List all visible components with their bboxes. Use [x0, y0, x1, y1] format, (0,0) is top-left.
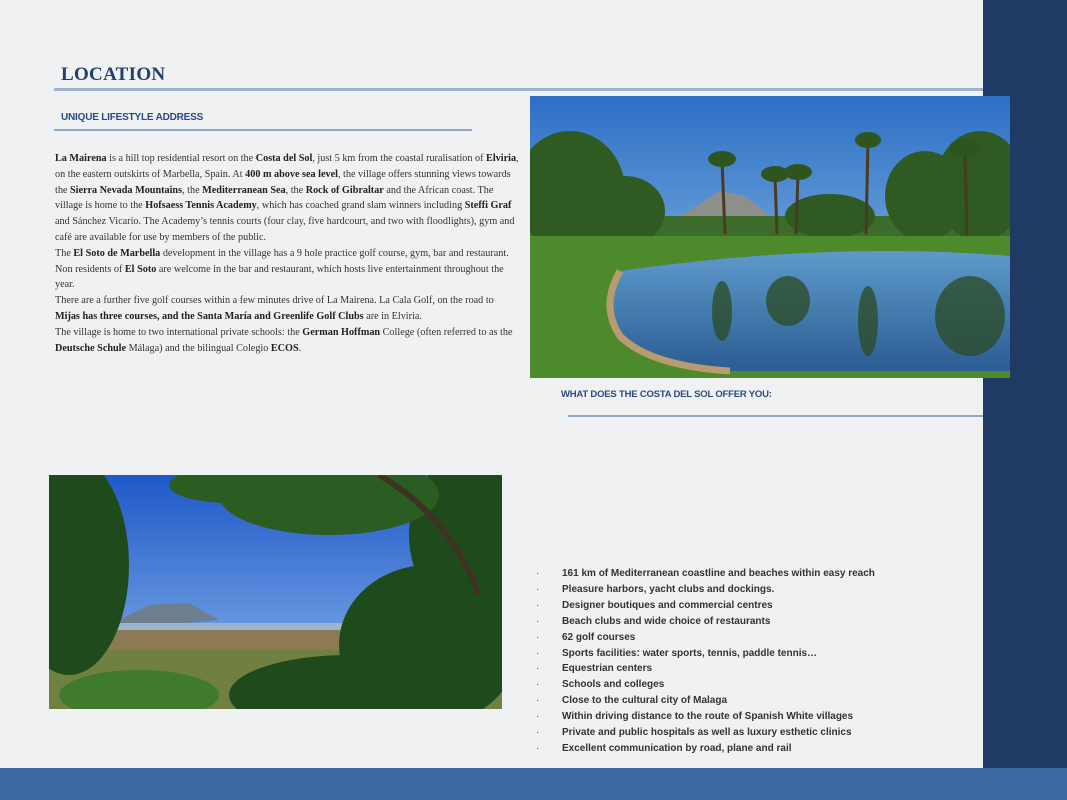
offer-item [536, 646, 976, 662]
offer-item-label: Excellent communication by road, plane and rail [562, 742, 792, 754]
text-run: Málaga) and the bilingual Colegio [126, 342, 271, 354]
golf-lake-photo [530, 96, 1010, 378]
offer-item-label: Within driving distance to the route of Spanish White villages [562, 711, 854, 723]
text-run: , just 5 km from the coastal ruralisation of [312, 153, 487, 164]
bold-text: El Soto [124, 263, 157, 275]
bullet-icon: · [536, 647, 540, 659]
offer-item-label: Designer boutiques and commercial centres [562, 599, 773, 611]
valley-view-photo [49, 475, 502, 709]
text-run: are welcome in the bar and restaurant, which hosts live entertainment throughout the year. [55, 263, 504, 291]
bold-text: Steffi Graf [464, 200, 512, 212]
offer-item-label: Beach clubs and wide choice of restaurants [562, 615, 771, 627]
bullet-icon: · [536, 695, 540, 707]
paragraph-schools [55, 325, 520, 357]
paragraph-el-soto [55, 246, 520, 293]
offer-item-label: Schools and colleges [562, 679, 665, 691]
bullet-icon: · [536, 663, 540, 675]
subtitle-divider [54, 129, 472, 131]
bold-text: Elviria [486, 153, 517, 164]
offer-item [536, 582, 976, 598]
bold-text: Costa del Sol [255, 153, 313, 164]
bold-text: Rock of Gibraltar [305, 184, 384, 196]
bold-text: Mijas has three courses, and the Santa María and Greenlife Golf Clubs [55, 310, 364, 322]
offer-item [536, 598, 976, 614]
text-run: . [298, 342, 302, 354]
text-run: There are a further five golf courses within a few minutes drive of La Mairena. La Cala Golf, on the road to [55, 295, 494, 307]
bullet-icon: · [536, 742, 540, 754]
text-run: are in Elviria. [363, 310, 422, 322]
offer-item [536, 677, 976, 693]
offer-list [536, 566, 976, 757]
bullet-icon: · [536, 727, 540, 739]
offer-item [536, 630, 976, 646]
bullet-icon: · [536, 568, 540, 579]
bullet-icon: · [536, 583, 540, 595]
bold-text: Mediterranean Sea [202, 184, 286, 196]
bullet-icon: · [536, 615, 540, 627]
text-run: is a hill top residential resort on the [106, 153, 256, 164]
offer-item [536, 709, 976, 725]
offer-item [536, 725, 976, 741]
text-run: , which has coached grand slam winners including [256, 200, 465, 212]
bullet-icon: · [536, 679, 540, 691]
bold-text: Hofsaess Tennis Academy [145, 200, 257, 212]
section-subtitle: UNIQUE LIFESTYLE ADDRESS [61, 112, 204, 123]
offer-item-label: Equestrian centers [562, 663, 653, 675]
offer-divider [568, 415, 983, 417]
bold-text: Sierra Nevada Mountains [70, 184, 183, 196]
location-description [55, 151, 520, 356]
bold-text: Deutsche Schule [55, 342, 127, 354]
offer-item-label: Close to the cultural city of Malaga [562, 695, 728, 707]
text-run: The [55, 247, 74, 259]
offer-item [536, 614, 976, 630]
text-run: and Sánchez Vicario. The Academy’s tennis courts (four clay, five hardcourt, and two with floodlights), gym and café are available for use by members of the public. [55, 216, 515, 243]
text-run: development in the village has a 9 hole practice golf course, gym, bar and restaurant. Non residents of [55, 247, 509, 275]
page-title: LOCATION [61, 64, 166, 85]
text-run: College (often referred to as the [380, 326, 513, 338]
title-divider [54, 88, 983, 91]
text-run: , the [285, 184, 306, 196]
offer-item-label: 62 golf courses [562, 631, 636, 643]
text-run: , the [182, 184, 203, 196]
bullet-icon: · [536, 631, 540, 643]
bold-text: German Hoffman [302, 326, 381, 338]
paragraph-golf [55, 293, 520, 325]
offer-item-label: Pleasure harbors, yacht clubs and dockings. [562, 583, 775, 595]
bottom-decorative-band [0, 768, 1067, 800]
bullet-icon: · [536, 599, 540, 611]
paragraph-resort [55, 151, 520, 246]
bold-text: El Soto de Marbella [73, 247, 161, 259]
offer-item [536, 661, 976, 677]
text-run: , on the eastern outskirts of Marbella, Spain. At [55, 153, 519, 180]
text-run: , the village offers stunning views towards the [55, 168, 511, 196]
offer-item-label: Private and public hospitals as well as luxury esthetic clinics [562, 727, 852, 739]
offer-item-label: Sports facilities: water sports, tennis, paddle tennis… [562, 647, 818, 659]
bullet-icon: · [536, 711, 540, 723]
offer-heading: WHAT DOES THE COSTA DEL SOL OFFER YOU: [561, 389, 772, 400]
offer-item [536, 693, 976, 709]
bold-text: ECOS [270, 342, 299, 354]
offer-item [536, 741, 976, 757]
offer-item [536, 566, 976, 582]
bold-text: La Mairena [55, 153, 107, 164]
bold-text: 400 m above sea level [245, 168, 338, 180]
text-run: and the African coast. The village is home to the [55, 184, 494, 212]
offer-item-label: 161 km of Mediterranean coastline and beaches within easy reach [562, 568, 875, 579]
text-run: The village is home to two international private schools: the [55, 326, 303, 338]
